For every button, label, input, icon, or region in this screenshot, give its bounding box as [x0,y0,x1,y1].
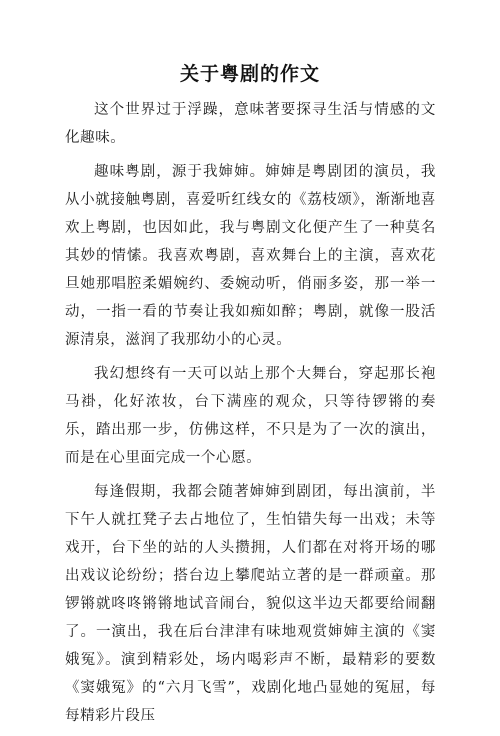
paragraph: 我幻想终有一天可以站上那个大舞台，穿起那长袍马褂，化好浓妆，台下满座的观众，只等待锣锵的奏乐，踏出那一步，仿佛这样，不只是为了一次的演出，而是在心里面完成一个心愿。 [65,366,436,466]
document-body [65,96,436,736]
paragraph: 趣味粤剧，源于我婶婶。婶婶是粤剧团的演员，我从小就接触粤剧，喜爱听红线女的《荔枝颂》，渐渐地喜欢上粤剧，也因如此，我与粤剧文化便产生了一种莫名其妙的情愫。我喜欢粤剧，喜欢舞台上的主演，喜欢花旦她那唱腔柔媚婉约、委婉动听，俏丽多姿，那一举一动，一指一看的节奏让我如痴如醉；粤剧，就像一股活源清泉，滋润了我那幼小的心灵。 [65,164,436,348]
document-title: 关于粤剧的作文 [179,63,320,85]
paragraph: 这个世界过于浮躁，意味著要探寻生活与情感的文化趣味。 [65,102,436,146]
paragraph: 每逢假期，我都会随著婶婶到剧团，每出演前，半下午人就扛凳子去占地位了，生怕错失每一出戏；未等戏开，台下坐的站的人头攒拥，人们都在对将开场的哪出戏议论纷纷；搭台边上攀爬站立著的是一群顽童。那锣锵就咚咚锵锵地试音闹台，貌似这半边天都要给闹翻了。一演出，我在后台津津有味地观赏婶婶主演的《窦娥冤》。演到精彩处，场内喝彩声不断，最精彩的要数《窦娥冤》的“六月飞雪”，戏剧化地凸显她的冤屈，每每精彩片段压 [65,484,436,724]
